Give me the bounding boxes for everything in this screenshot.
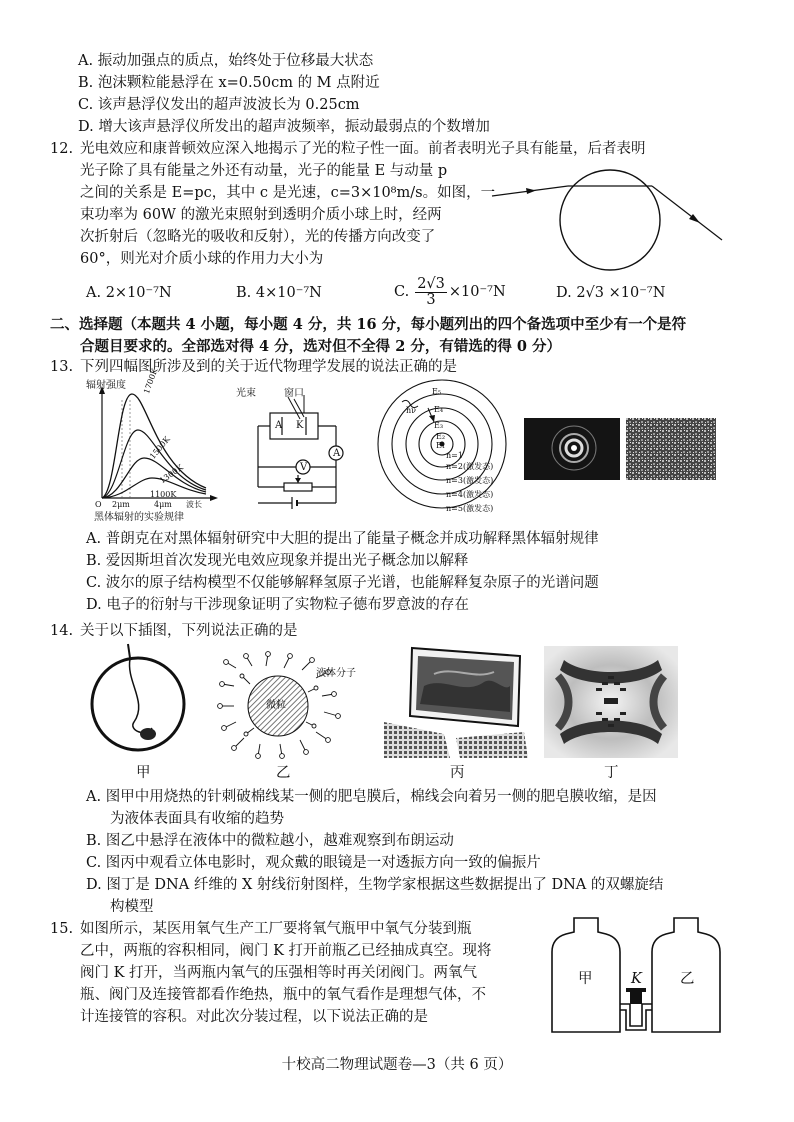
q12-sphere-diagram [490, 168, 730, 278]
q13-fig1-temp-1500: 1500K [148, 434, 172, 461]
q14-option-d-line-1: D. 图丁是 DNA 纤维的 X 射线衍射图样，生物学家根据这些数据提出了 DNA 的双螺旋结 [86, 877, 664, 893]
q14-option-a-line-1: A. 图甲中用烧热的针刺破棉线某一侧的肥皂膜后，棉线会向着另一侧的肥皂膜收缩，是因 [86, 789, 657, 805]
q15-line-4: 瓶、阀门及连接管都看作绝热，瓶中的氧气看作是理想气体，不 [80, 987, 486, 1003]
q14-option-a-line-2: 为液体表面具有收缩的趋势 [110, 811, 284, 827]
q13-diffraction-photos [524, 418, 716, 480]
q12-line-3: 之间的关系是 E=pc，其中 c 是光速，c=3×10⁸m/s。如图，一 [80, 185, 496, 201]
q12-number: 12. [50, 141, 74, 157]
q14-caption-ding: 丁 [604, 765, 619, 781]
q13-fig2-anode-label: A [275, 420, 283, 431]
q12-option-c-fraction [415, 277, 447, 308]
q15-line-2: 乙中，两瓶的容积相同，阀门 K 打开前瓶乙已经抽成真空。现将 [80, 943, 492, 959]
q12-option-b: B. 4×10⁻⁷N [236, 285, 322, 301]
q13-fig3-e2: E₂ [436, 432, 446, 441]
q13-fig3-hv: hν [406, 406, 417, 415]
q14-fig-jia-soap-film [86, 642, 196, 760]
q13-fig3-e5: E₅ [432, 387, 442, 396]
q12-line-2: 光子除了具有能量之外还有动量，光子的能量 E 与动量 p [80, 163, 448, 179]
q14-caption-bing: 丙 [450, 765, 465, 781]
q12-option-a: A. 2×10⁻⁷N [86, 285, 172, 301]
page-footer: 十校高二物理试题卷—3（共 6 页） [281, 1057, 513, 1073]
q13-number: 13. [50, 359, 74, 375]
q11-option-a: A. 振动加强点的质点，始终处于位移最大状态 [78, 53, 374, 69]
q13-fig1-temp-1100: 1100K [150, 490, 177, 499]
q13-fig2-beam-label: 光束 [236, 388, 256, 399]
section2-line-1: 二、选择题（本题共 4 小题，每小题 4 分，共 16 分，每小题列出的四个备选项中至少有一个是符 [50, 316, 687, 333]
q13-fig3-n5: n=5(激发态) [446, 504, 494, 513]
q13-stem: 下列四幅图所涉及到的关于近代物理学发展的说法正确的是 [80, 359, 457, 375]
q14-option-d-line-2: 构模型 [110, 899, 154, 915]
q13-fig3-e4: E₄ [434, 405, 444, 414]
q12-option-d: D. 2√3 ×10⁻⁷N [556, 285, 666, 301]
q11-option-d: D. 增大该声悬浮仪所发出的超声波频率，振动最弱点的个数增加 [78, 119, 490, 135]
q15-line-1: 如图所示，某医用氧气生产工厂要将氧气瓶甲中氧气分装到瓶 [80, 921, 472, 937]
q12-line-6: 60°，则光对介质小球的作用力大小为 [80, 251, 324, 267]
q13-fig1-x-4um: 4μm [154, 500, 172, 509]
q15-number: 15. [50, 921, 74, 937]
q13-option-b: B. 爱因斯坦首次发现光电效应现象并提出光子概念加以解释 [86, 553, 469, 569]
q15-line-3: 阀门 K 打开，当两瓶内氧气的压强相等时再关闭阀门。两氧气 [80, 965, 478, 981]
q13-fig1-temp-1700: 1700K [142, 367, 160, 396]
q11-option-b: B. 泡沫颗粒能悬浮在 x=0.50cm 的 M 点附近 [78, 75, 380, 91]
q14-caption-jia: 甲 [136, 765, 151, 781]
q15-valve-k-label: K [631, 971, 642, 987]
q12-option-c [394, 272, 506, 312]
q14-fig-bing-3d-cinema [384, 646, 530, 758]
q13-fig3-n4: n=4(激发态) [446, 490, 494, 499]
q13-fig3-e3: E₃ [434, 421, 444, 430]
q13-fig3-n3: n=3(激发态) [446, 476, 494, 485]
q13-fig3-e1: E₁ [436, 441, 446, 450]
q12-line-4: 束功率为 60W 的激光束照射到透明介质小球上时，经两 [80, 207, 442, 223]
q14-option-b: B. 图乙中悬浮在液体中的微粒越小，越难观察到布朗运动 [86, 833, 454, 849]
q13-fig2-cathode-label: K [296, 420, 304, 431]
q13-fig3-n1: n=1 [446, 451, 463, 460]
q13-fig1-caption: 黑体辐射的实验规律 [94, 512, 184, 523]
q13-fig2-ammeter-label: A [333, 448, 341, 459]
q13-option-c: C. 波尔的原子结构模型不仅能够解释氢原子光谱，也能解释复杂原子的光谱问题 [86, 575, 599, 591]
q13-fig1-x-2um: 2μm [112, 500, 130, 509]
q14-option-c: C. 图丙中观看立体电影时，观众戴的眼镜是一对透振方向一致的偏振片 [86, 855, 541, 871]
q12-option-c-denominator: 3 [426, 291, 436, 308]
section2-line-2: 合题目要求的。全部选对得 4 分，选对但不全得 2 分，有错选的得 0 分） [80, 338, 562, 355]
q14-fig-ding-dna-diffraction [544, 646, 678, 758]
q15-bottle-jia-label: 甲 [578, 971, 593, 987]
q12-option-c-numerator: 2√3 [417, 275, 445, 292]
q14-caption-yi: 乙 [276, 765, 291, 781]
q12-option-c-prefix: C. [394, 283, 410, 300]
q15-line-5: 计连接管的容积。对此次分装过程，以下说法正确的是 [80, 1009, 428, 1025]
q13-option-d: D. 电子的衍射与干涉现象证明了实物粒子德布罗意波的存在 [86, 597, 469, 613]
q13-fig3-n2: n=2(激发态) [446, 462, 494, 471]
q13-photoelectric-circuit [248, 385, 358, 515]
q11-option-c: C. 该声悬浮仪发出的超声波波长为 0.25cm [78, 97, 360, 113]
q13-fig1-temp-1300: 1300K [158, 462, 185, 486]
q13-fig1-ylabel: 辐射强度 [86, 380, 126, 391]
q13-option-a: A. 普朗克在对黑体辐射研究中大胆的提出了能量子概念并成功解释黑体辐射规律 [86, 531, 599, 547]
q14-liquid-molecule-label: 液体分子 [316, 668, 356, 679]
q12-line-1: 光电效应和康普顿效应深入地揭示了光的粒子性一面。前者表明光子具有能量，后者表明 [80, 141, 646, 157]
q14-particle-label: 微粒 [266, 700, 286, 711]
q12-option-c-suffix: ×10⁻⁷N [448, 283, 506, 300]
q13-fig1-x-label: 波长 [186, 500, 202, 509]
q15-bottle-yi-label: 乙 [680, 971, 695, 987]
q14-stem: 关于以下插图，下列说法正确的是 [80, 623, 298, 639]
q14-number: 14. [50, 623, 74, 639]
q12-line-5: 次折射后（忽略光的吸收和反射），光的传播方向改变了 [80, 229, 436, 245]
q13-fig1-origin: O [95, 500, 102, 509]
q13-fig2-window-label: 窗口 [284, 388, 304, 399]
q13-fig2-voltmeter-label: V [300, 462, 308, 473]
